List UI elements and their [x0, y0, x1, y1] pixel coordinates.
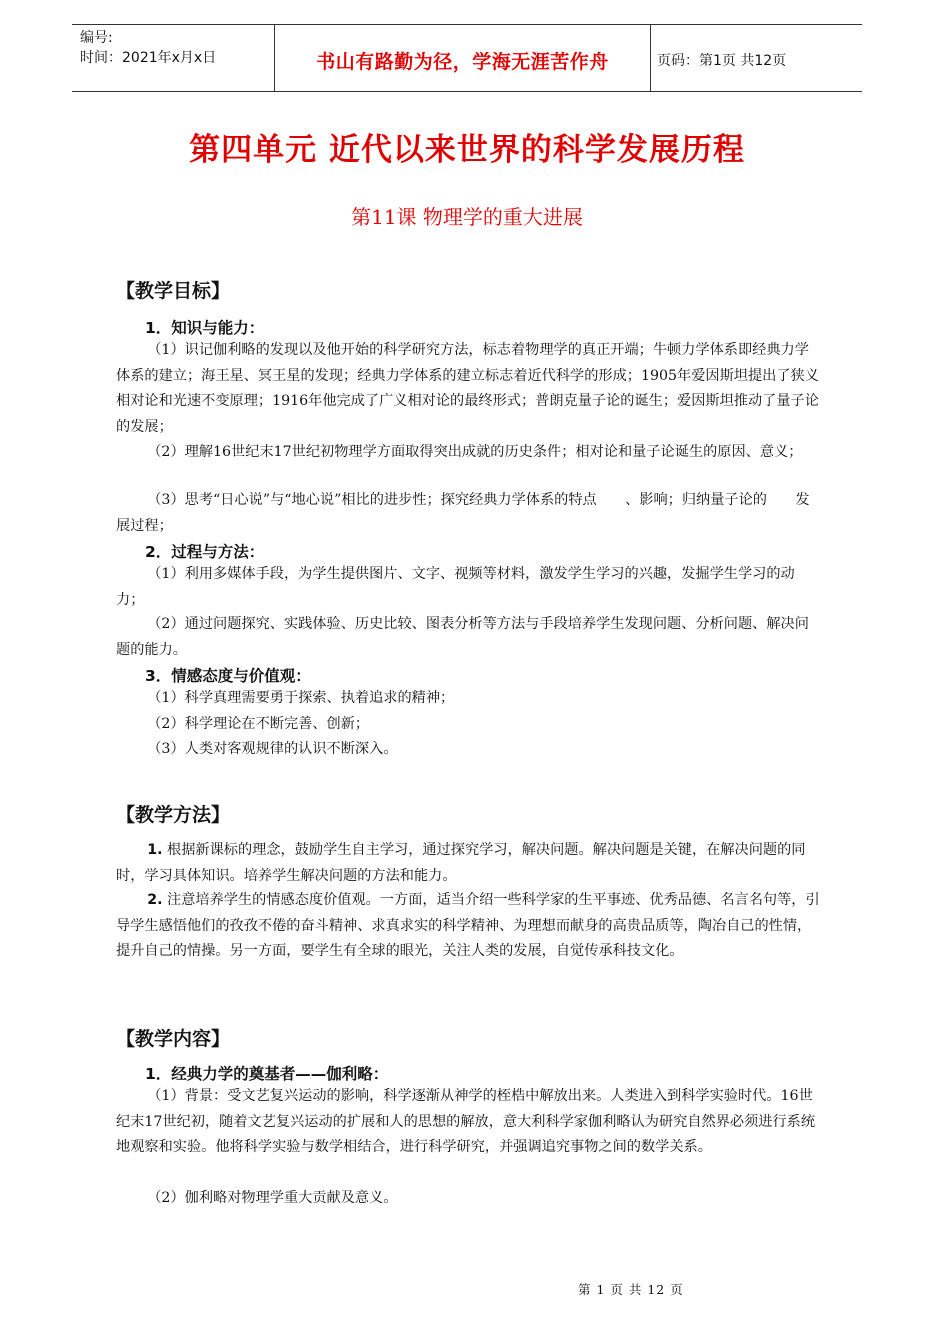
- objectives-heading: 【教学目标】: [116, 280, 231, 302]
- doc-time-label: 时间：2021年x月x日: [80, 50, 217, 66]
- method-heading: 2．过程与方法：: [145, 543, 265, 561]
- content-heading: 【教学内容】: [116, 1028, 231, 1050]
- values-para-1: （1）科学真理需要勇于探索、执着追求的精神；: [147, 690, 455, 706]
- values-heading: 3．情感态度与价值观：: [145, 667, 311, 685]
- values-para-2: （2）科学理论在不断完善、创新；: [147, 716, 370, 732]
- header-motto-cell: [275, 25, 651, 91]
- lesson-subtitle: 第11课 物理学的重大进展: [351, 205, 583, 229]
- galileo-para-1: （1）背景：受文艺复兴运动的影响，科学逐渐从神学的桎梏中解放出来。人类进入到科学实验时代。16世纪末17世纪初，随着文艺复兴运动的扩展和人的思想的解放，意大利科学家伽利略认为研究自然界必须进行系统地观察和实验。他将科学实验与数学相结合，进行科学研究，并强调追究事物之间的数学关系。: [116, 1088, 816, 1155]
- methods-para-2: [116, 888, 821, 965]
- page-footer: 第 1 页 共 12 页: [578, 1282, 684, 1297]
- unit-title: 第四单元 近代以来世界的科学发展历程: [189, 132, 745, 168]
- galileo-para-2: （2）伽利略对物理学重大贡献及意义。: [147, 1190, 398, 1206]
- doc-number-label: 编号:: [80, 30, 113, 46]
- methods-para-1: [116, 838, 821, 889]
- knowledge-para-1: （1）识记伽利略的发现以及他开始的科学研究方法，标志着物理学的真正开端；牛顿力学体系即经典力学体系的建立；海王星、冥王星的发现；经典力学体系的建立标志着近代科学的形成；1905年爱因斯坦提出了狭义相对论和光速不变原理；1916年他完成了广义相对论的最终形式；普朗克量子论的诞生；爱因斯坦推动了量子论的发展；: [116, 342, 819, 435]
- knowledge-para-2: （2）理解16世纪末17世纪初物理学方面取得突出成就的历史条件；相对论和量子论诞生的原因、意义；: [147, 444, 803, 460]
- method-para-1: （1）利用多媒体手段，为学生提供图片、文字、视频等材料，激发学生学习的兴趣，发掘学生学习的动力；: [116, 566, 795, 608]
- methods-para-2-number: 2.: [147, 892, 163, 908]
- page-header: [72, 24, 862, 92]
- knowledge-para-3: （3）思考“日心说”与“地心说”相比的进步性；探究经典力学体系的特点 、影响；归纳量子论的 发展过程；: [116, 492, 810, 534]
- header-info-cell: [72, 25, 275, 91]
- knowledge-heading: 1．知识与能力：: [145, 319, 265, 337]
- galileo-heading: 1．经典力学的奠基者——伽利略：: [145, 1065, 389, 1083]
- methods-para-1-text: 根据新课标的理念，鼓励学生自主学习，通过探究学习，解决问题。解决问题是关键，在解决问题的同时，学习具体知识。培养学生解决问题的方法和能力。: [116, 842, 806, 884]
- header-page-cell: [651, 25, 862, 91]
- methods-para-2-text: 注意培养学生的情感态度价值观。一方面，适当介绍一些科学家的生平事迹、优秀品德、名言名句等，引导学生感悟他们的孜孜不倦的奋斗精神、求真求实的科学精神、为理想而献身的高贵品质等，陶冶自己的性情，提升自己的情操。另一方面，要学生有全球的眼光，关注人类的发展，自觉传承科技文化。: [116, 892, 820, 959]
- values-para-3: （3）人类对客观规律的认识不断深入。: [147, 741, 398, 757]
- header-motto: 书山有路勤为径，学海无涯苦作舟: [316, 51, 609, 73]
- method-para-2: （2）通过问题探究、实践体验、历史比较、图表分析等方法与手段培养学生发现问题、分析问题、解决问题的能力。: [116, 616, 809, 658]
- methods-heading: 【教学方法】: [116, 804, 231, 826]
- header-page-info: 页码：第1页 共12页: [657, 53, 787, 69]
- methods-para-1-number: 1.: [147, 842, 163, 858]
